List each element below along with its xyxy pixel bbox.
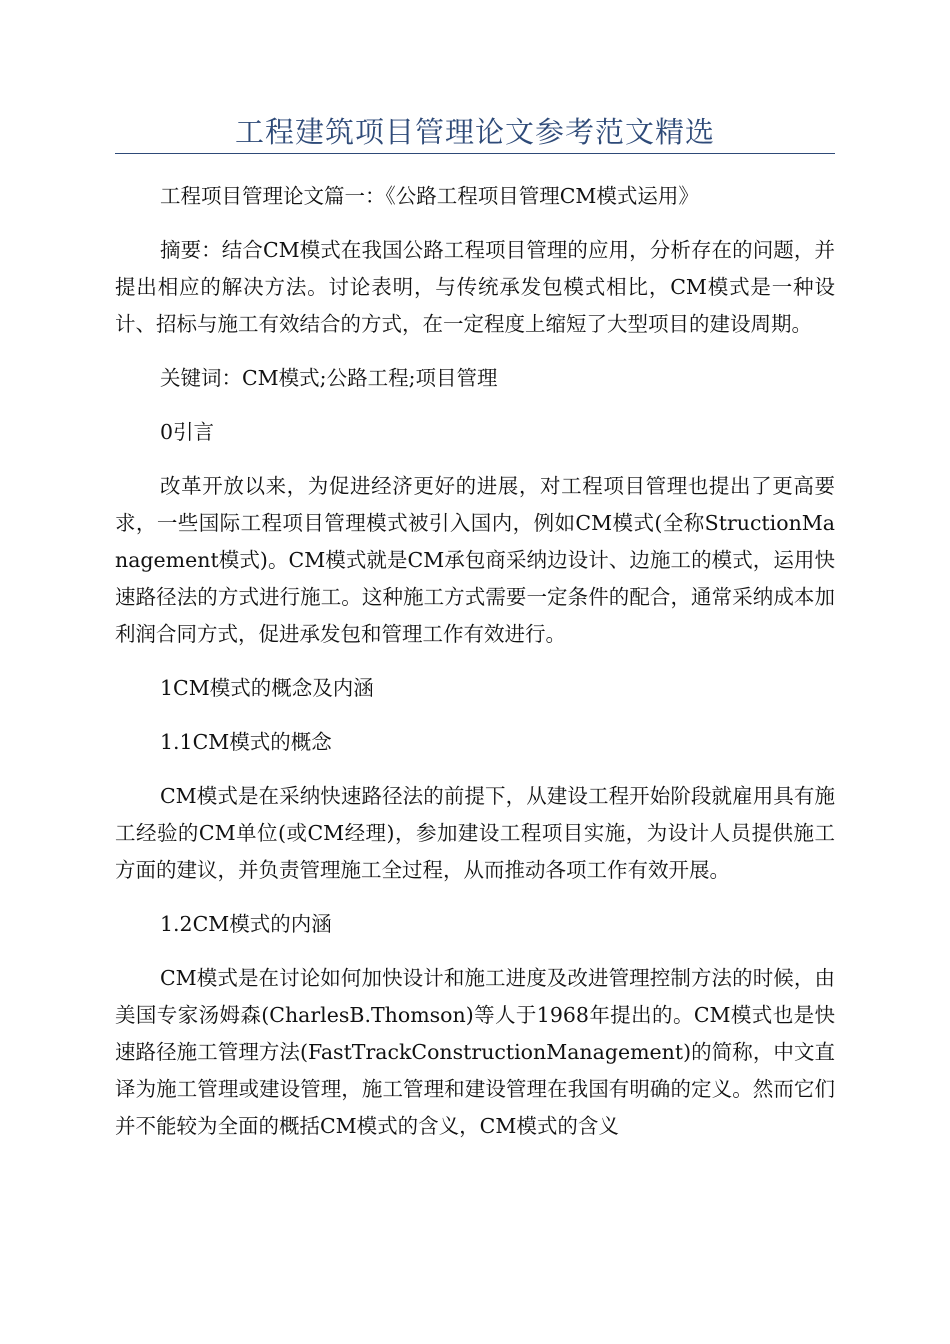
section-heading-1: 1CM模式的概念及内涵	[160, 676, 374, 700]
section-heading-1-1: 1.1CM模式的概念	[160, 730, 332, 754]
paragraph-abstract: 摘要：结合CM模式在我国公路工程项目管理的应用，分析存在的问题，并提出相应的解决方法。讨论表明，与传统承发包模式相比，CM模式是一种设计、招标与施工有效结合的方式，在一定程度上缩短了大型项目的建设周期。	[115, 238, 835, 336]
section-heading-1-2: 1.2CM模式的内涵	[160, 912, 332, 936]
document-title: 工程建筑项目管理论文参考范文精选	[234, 115, 715, 149]
paragraph-keywords: 关键词：CM模式;公路工程;项目管理	[160, 366, 498, 390]
title-underline	[115, 153, 835, 154]
paragraph-cm-concept: CM模式是在采纳快速路径法的前提下，从建设工程开始阶段就雇用具有施工经验的CM单位(或CM经理)，参加建设工程项目实施，为设计人员提供施工方面的建议，并负责管理施工全过程，从而推动各项工作有效开展。	[115, 784, 835, 882]
paragraph-introduction: 改革开放以来，为促进经济更好的进展，对工程项目管理也提出了更高要求，一些国际工程项目管理模式被引入国内，例如CM模式(全称StructionManagement模式)。CM模式就是CM承包商采纳边设计、边施工的模式，运用快速路径法的方式进行施工。这种施工方式需要一定条件的配合，通常采纳成本加利润合同方式，促进承发包和管理工作有效进行。	[115, 474, 835, 646]
paragraph-cm-connotation: CM模式是在讨论如何加快设计和施工进度及改进管理控制方法的时候，由美国专家汤姆森(CharlesB.Thomson)等人于1968年提出的。CM模式也是快速路径施工管理方法(FastTrackConstructionManagement)的简称，中文直译为施工管理或建设管理，施工管理和建设管理在我国有明确的定义。然而它们并不能较为全面的概括CM模式的含义，CM模式的含义	[115, 966, 835, 1138]
document-body	[115, 178, 835, 1162]
paragraph-article-heading: 工程项目管理论文篇一：《公路工程项目管理CM模式运用》	[160, 184, 699, 208]
section-heading-introduction: 0引言	[160, 420, 215, 444]
